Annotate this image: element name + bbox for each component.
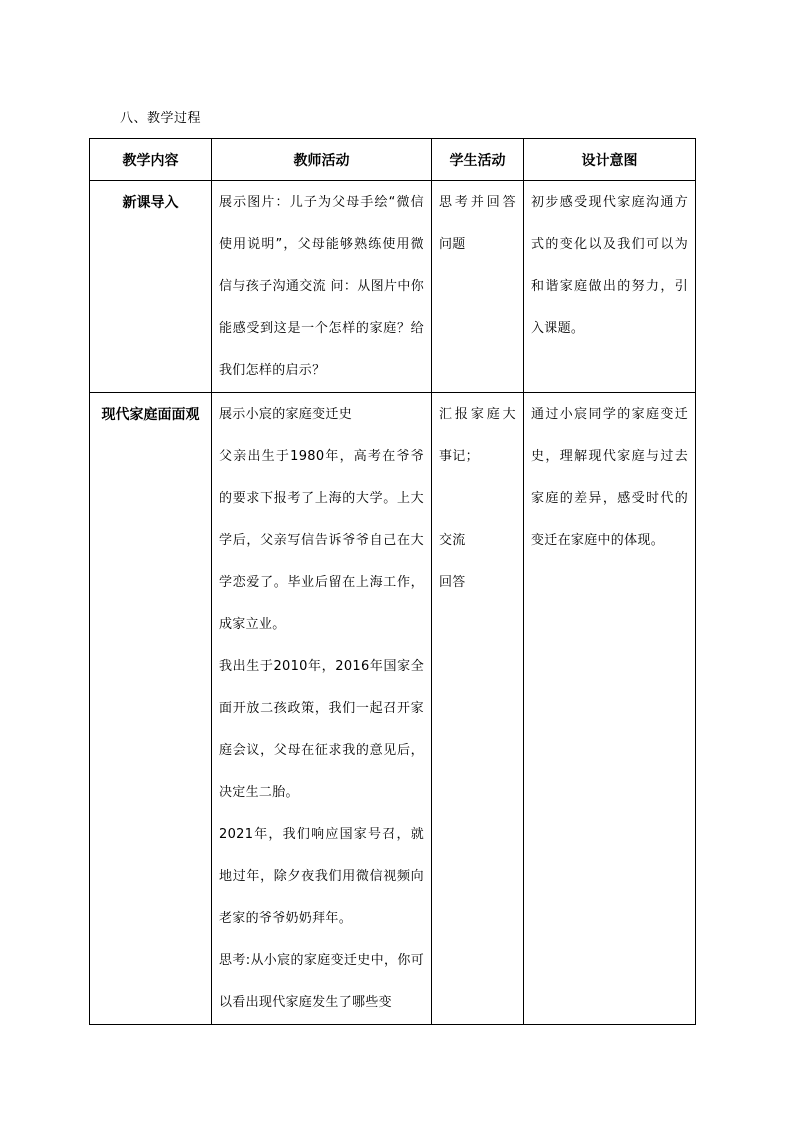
student-activity-cell — [432, 393, 524, 1025]
teacher-activity-cell: 展示图片：儿子为父母手绘“微信使用说明”，父母能够熟练使用微信与孩子沟通交流 问：从图片中你能感受到这是一个怎样的家庭？给我们怎样的启示？ — [212, 181, 432, 393]
table-header-row — [90, 139, 696, 181]
header-content: 教学内容 — [90, 139, 212, 181]
teacher-paragraph: 思考:从小宸的家庭变迁史中，你可以看出现代家庭发生了哪些变 — [219, 953, 424, 1010]
student-activity-line: 回答 — [439, 575, 466, 590]
teacher-paragraph: 我出生于2010年，2016年国家全面开放二孩政策，我们一起召开家庭会议，父母在征求我的意见后，决定生二胎。 — [219, 659, 424, 800]
table-row — [90, 181, 696, 393]
section-title: 八、教学过程 — [120, 111, 202, 126]
teacher-paragraph: 2021年，我们响应国家号召，就地过年，除夕夜我们用微信视频向老家的爷爷奶奶拜年。 — [219, 827, 424, 926]
design-intent-cell: 初步感受现代家庭沟通方式的变化以及我们可以为和谐家庭做出的努力，引入课题。 — [524, 181, 696, 393]
teacher-activity-cell — [212, 393, 432, 1025]
header-student-activity: 学生活动 — [432, 139, 524, 181]
student-activity-line: 汇报家庭大事记； — [439, 407, 516, 464]
student-activity-line: 交流 — [439, 533, 466, 548]
header-teacher-activity: 教师活动 — [212, 139, 432, 181]
teaching-process-table — [89, 138, 696, 1025]
teacher-paragraph: 父亲出生于1980年，高考在爷爷的要求下报考了上海的大学。上大学后，父亲写信告诉爷爷自己在大学恋爱了。毕业后留在上海工作，成家立业。 — [219, 449, 424, 632]
table-row — [90, 393, 696, 1025]
row-content-cell: 现代家庭面面观 — [90, 393, 212, 1025]
student-activity-cell: 思考并回答问题 — [432, 181, 524, 393]
row-content-cell: 新课导入 — [90, 181, 212, 393]
teacher-paragraph: 展示小宸的家庭变迁史 — [219, 407, 353, 422]
design-intent-cell: 通过小宸同学的家庭变迁史，理解现代家庭与过去家庭的差异，感受时代的变迁在家庭中的体现。 — [524, 393, 696, 1025]
header-design-intent: 设计意图 — [524, 139, 696, 181]
